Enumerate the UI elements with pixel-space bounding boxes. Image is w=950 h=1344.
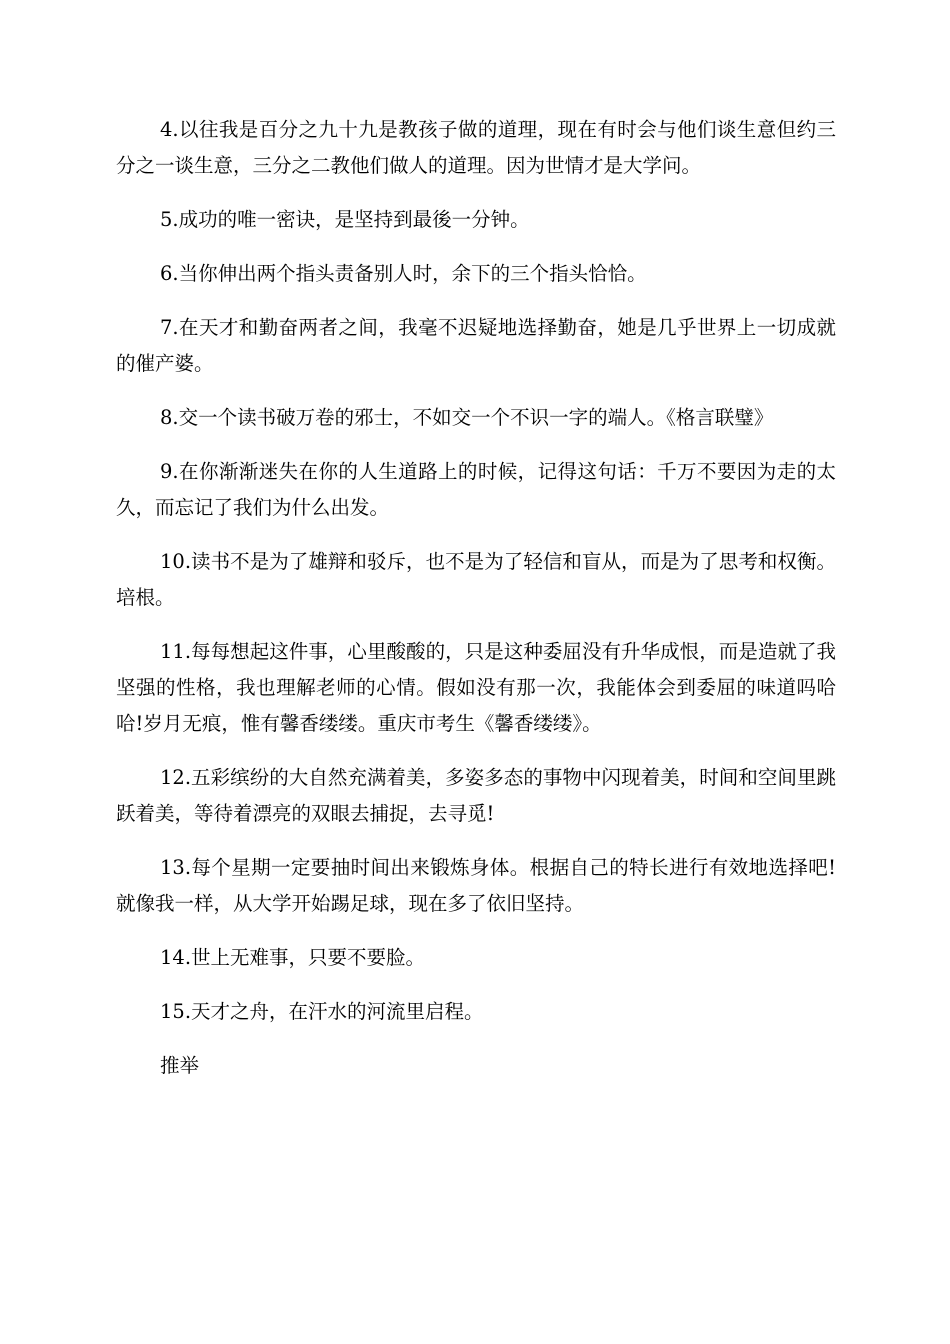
document-body bbox=[116, 112, 836, 1102]
paragraph-12: 12.五彩缤纷的大自然充满着美，多姿多态的事物中闪现着美，时间和空间里跳跃着美，等待着漂亮的双眼去捕捉，去寻觅! bbox=[116, 766, 836, 825]
paragraph-5: 5.成功的唯一密诀，是坚持到最後一分钟。 bbox=[160, 208, 530, 231]
paragraph-10: 10.读书不是为了雄辩和驳斥，也不是为了轻信和盲从，而是为了思考和权衡。培根。 bbox=[116, 550, 836, 609]
paragraph-7: 7.在天才和勤奋两者之间，我毫不迟疑地选择勤奋，她是几乎世界上一切成就的催产婆。 bbox=[116, 316, 836, 375]
paragraph-8: 8.交一个读书破万卷的邪士，不如交一个不识一字的端人。《格言联璧》 bbox=[160, 406, 774, 429]
paragraph-14: 14.世上无难事，只要不要脸。 bbox=[160, 946, 426, 969]
paragraph-15: 15.天才之舟，在汗水的河流里启程。 bbox=[160, 1000, 484, 1023]
paragraph-11: 11.每每想起这件事，心里酸酸的，只是这种委屈没有升华成恨，而是造就了我坚强的性格，我也理解老师的心情。假如没有那一次，我能体会到委屈的味道吗哈哈!岁月无痕，惟有馨香缕缕。重庆市考生《馨香缕缕》。 bbox=[116, 640, 836, 735]
section-heading-recommend: 推举 bbox=[160, 1054, 200, 1077]
paragraph-9: 9.在你渐渐迷失在你的人生道路上的时候，记得这句话：千万不要因为走的太久，而忘记了我们为什么出发。 bbox=[116, 460, 836, 519]
paragraph-4: 4.以往我是百分之九十九是教孩子做的道理，现在有时会与他们谈生意但约三分之一谈生意，三分之二教他们做人的道理。因为世情才是大学问。 bbox=[116, 118, 836, 177]
paragraph-13: 13.每个星期一定要抽时间出来锻炼身体。根据自己的特长进行有效地选择吧!就像我一样，从大学开始踢足球，现在多了依旧坚持。 bbox=[116, 856, 836, 915]
paragraph-6: 6.当你伸出两个指头责备别人时，余下的三个指头恰恰。 bbox=[160, 262, 647, 285]
